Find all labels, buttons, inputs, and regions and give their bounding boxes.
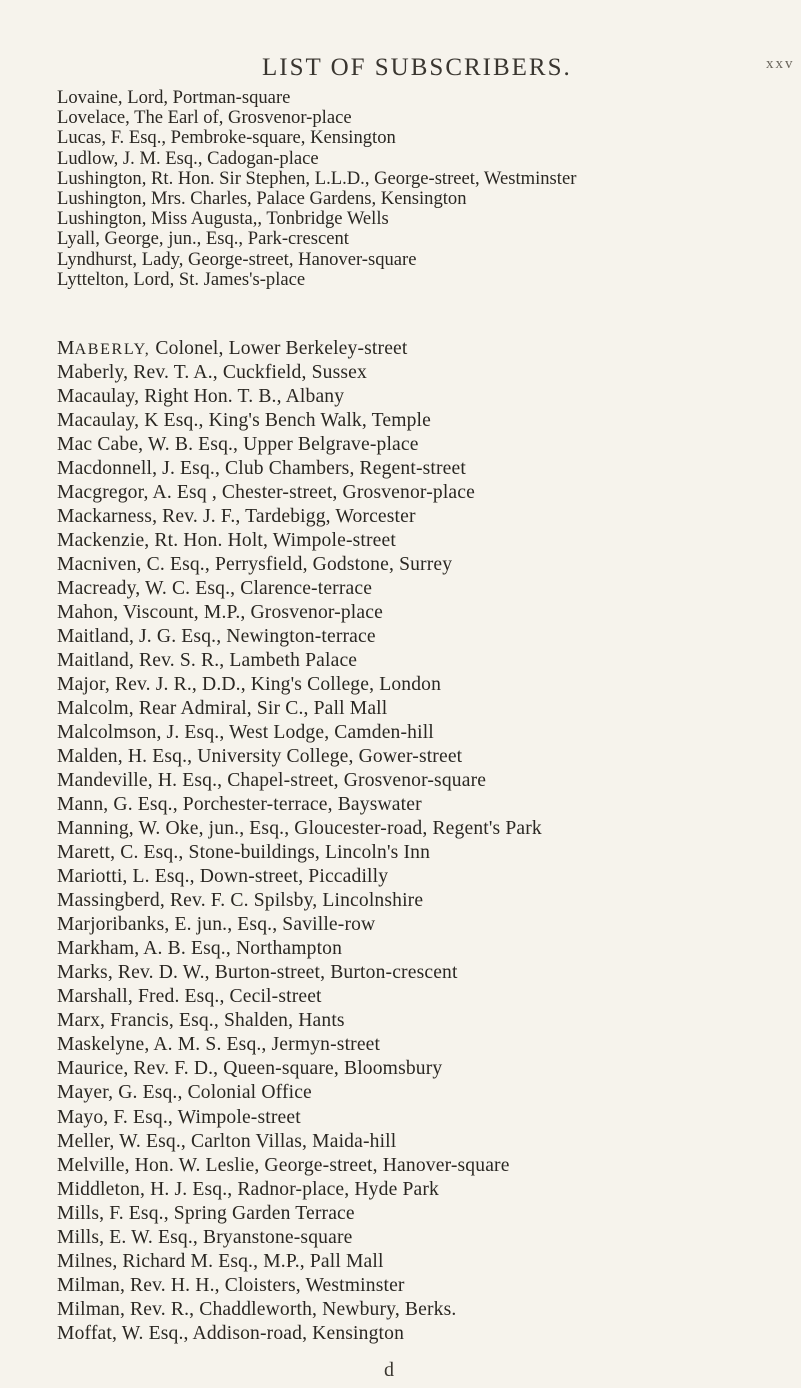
subscriber-entry: Meller, W. Esq., Carlton Villas, Maida-hill: [57, 1130, 397, 1152]
subscriber-entry: Ludlow, J. M. Esq., Cadogan-place: [57, 147, 319, 169]
surname-initial: M: [57, 338, 75, 359]
subscriber-entry: Milman, Rev. R., Chaddleworth, Newbury, Berks.: [57, 1298, 457, 1320]
subscriber-entry: Lyall, George, jun., Esq., Park-crescent: [57, 228, 349, 250]
subscriber-entry: Malcolmson, J. Esq., West Lodge, Camden-hill: [57, 722, 434, 744]
page-header: [0, 54, 801, 84]
subscriber-entry: Marshall, Fred. Esq., Cecil-street: [57, 986, 322, 1008]
subscriber-entry: Macniven, C. Esq., Perrysfield, Godstone, Surrey: [57, 554, 453, 576]
subscriber-entry: Mills, F. Esq., Spring Garden Terrace: [57, 1202, 355, 1224]
subscriber-entry: Middleton, H. J. Esq., Radnor-place, Hyde Park: [57, 1178, 439, 1200]
subscriber-list-l: [57, 88, 797, 290]
subscriber-entry: Macdonnell, J. Esq., Club Chambers, Regent-street: [57, 458, 466, 480]
subscriber-entry: Malden, H. Esq., University College, Gower-street: [57, 746, 463, 768]
subscriber-entry: Maitland, Rev. S. R., Lambeth Palace: [57, 650, 358, 672]
subscriber-entry: Lyndhurst, Lady, George-street, Hanover-square: [57, 248, 417, 270]
subscriber-entry: Mariotti, L. Esq., Down-street, Piccadilly: [57, 866, 389, 888]
subscriber-entry: Lushington, Mrs. Charles, Palace Gardens, Kensington: [57, 187, 467, 209]
subscriber-entry: Maurice, Rev. F. D., Queen-square, Bloomsbury: [57, 1058, 443, 1080]
signature-mark: d: [384, 1359, 394, 1381]
subscriber-entry: Macaulay, K Esq., King's Bench Walk, Temple: [57, 410, 431, 432]
subscriber-entry: Lushington, Miss Augusta,, Tonbridge Wells: [57, 208, 389, 230]
subscriber-entry: Marjoribanks, E. jun., Esq., Saville-row: [57, 914, 376, 936]
subscriber-entry: Mills, E. W. Esq., Bryanstone-square: [57, 1226, 353, 1248]
subscriber-entry: Lovaine, Lord, Portman-square: [57, 87, 291, 108]
subscriber-entry: Marx, Francis, Esq., Shalden, Hants: [57, 1010, 345, 1032]
surname-small-caps: ABERLY,: [74, 341, 151, 358]
subscriber-entry: Mandeville, H. Esq., Chapel-street, Grosvenor-square: [57, 770, 487, 792]
subscriber-entry: Mackenzie, Rt. Hon. Holt, Wimpole-street: [57, 530, 396, 552]
subscriber-entry: Mackarness, Rev. J. F., Tardebigg, Worcester: [57, 506, 416, 528]
subscriber-entry: Melville, Hon. W. Leslie, George-street, Hanover-square: [57, 1154, 510, 1176]
subscriber-entry: Macaulay, Right Hon. T. B., Albany: [57, 386, 345, 408]
subscriber-entry: Mahon, Viscount, M.P., Grosvenor-place: [57, 602, 383, 624]
subscriber-entry: Maitland, J. G. Esq., Newington-terrace: [57, 626, 376, 648]
subscriber-entry: Mayo, F. Esq., Wimpole-street: [57, 1106, 301, 1128]
subscriber-entry: Marks, Rev. D. W., Burton-street, Burton-crescent: [57, 962, 458, 984]
subscriber-list-m: [57, 337, 797, 1346]
subscriber-entry: Marett, C. Esq., Stone-buildings, Lincoln's Inn: [57, 842, 431, 864]
subscriber-entry: Lyttelton, Lord, St. James's-place: [57, 268, 306, 290]
running-title: LIST OF SUBSCRIBERS.: [262, 54, 572, 81]
subscriber-entry: Lovelace, The Earl of, Grosvenor-place: [57, 107, 352, 129]
subscriber-entry: Manning, W. Oke, jun., Esq., Gloucester-road, Regent's Park: [57, 818, 542, 840]
subscriber-entry: Mann, G. Esq., Porchester-terrace, Bayswater: [57, 794, 422, 816]
subscriber-entry: Macgregor, A. Esq , Chester-street, Grosvenor-place: [57, 482, 475, 504]
subscriber-entry: Maskelyne, A. M. S. Esq., Jermyn-street: [57, 1034, 381, 1056]
subscriber-entry: Massingberd, Rev. F. C. Spilsby, Lincolnshire: [57, 890, 424, 912]
subscriber-entry: Milman, Rev. H. H., Cloisters, Westminster: [57, 1274, 405, 1296]
subscriber-entry: Mayer, G. Esq., Colonial Office: [57, 1082, 312, 1104]
subscriber-entry: Markham, A. B. Esq., Northampton: [57, 938, 343, 960]
subscriber-entry: Malcolm, Rear Admiral, Sir C., Pall Mall: [57, 698, 388, 720]
subscriber-entry: Maberly, Rev. T. A., Cuckfield, Sussex: [57, 362, 367, 384]
subscriber-entry: Macready, W. C. Esq., Clarence-terrace: [57, 578, 373, 600]
subscriber-entry: Lushington, Rt. Hon. Sir Stephen, L.L.D., George-street, Westminster: [57, 167, 577, 189]
subscriber-entry: Lucas, F. Esq., Pembroke-square, Kensington: [57, 127, 396, 149]
subscriber-entry: Major, Rev. J. R., D.D., King's College, London: [57, 674, 442, 696]
page-number: xxv: [766, 56, 795, 72]
subscriber-entry-section-start: [57, 337, 797, 361]
subscriber-entry: Moffat, W. Esq., Addison-road, Kensington: [57, 1322, 405, 1344]
subscriber-entry: Mac Cabe, W. B. Esq., Upper Belgrave-place: [57, 434, 419, 456]
entry-details: Colonel, Lower Berkeley-street: [150, 338, 408, 359]
subscriber-entry: Milnes, Richard M. Esq., M.P., Pall Mall: [57, 1250, 384, 1272]
